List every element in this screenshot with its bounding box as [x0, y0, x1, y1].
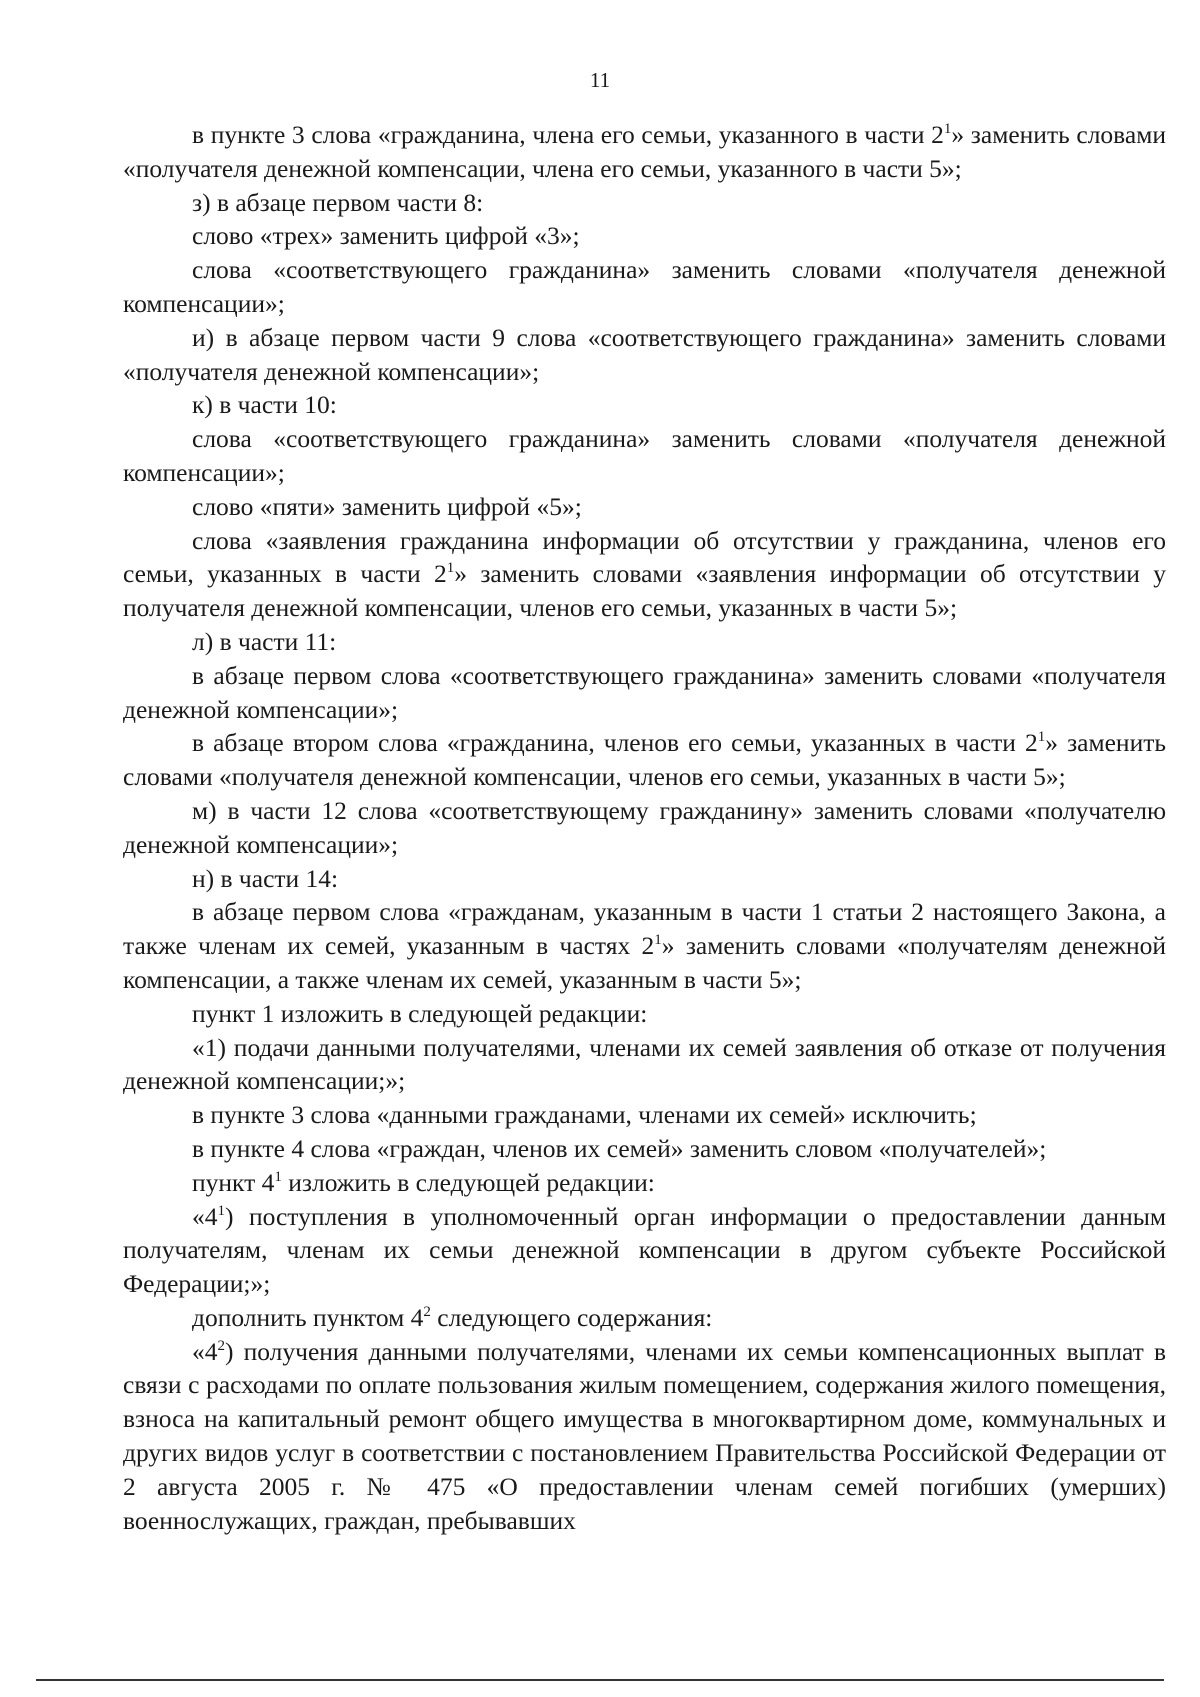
page-number: 11	[589, 68, 611, 92]
text-run: н) в части 14:	[192, 863, 339, 893]
text-run: в абзаце первом слова «гражданам, указанным в части 1 статьи 2 настоящего Закона, а также членам их семей, указанным в частях 2	[123, 897, 1166, 961]
paragraph	[123, 997, 1166, 1031]
text-run: слова «соответствующего гражданина» заменить словами «получателя денежной компенсации»;	[123, 255, 1166, 318]
paragraph	[123, 1132, 1166, 1166]
paragraph	[123, 219, 1166, 253]
text-run: «4	[192, 1201, 218, 1231]
text-run: слова «заявления гражданина информации об отсутствии у гражданина, членов его семьи, указанных в части 2	[123, 525, 1166, 589]
superscript: 2	[423, 1303, 431, 1320]
superscript: 1	[446, 560, 455, 577]
paragraph	[123, 253, 1166, 321]
text-run: слово «пяти» заменить цифрой «5»;	[192, 491, 582, 521]
text-run: в абзаце первом слова «соответствующего гражданина» заменить словами «получателя денежной компенсации»;	[123, 660, 1166, 724]
text-run: к) в части 10:	[192, 390, 337, 420]
text-run: дополнить пунктом 4	[192, 1302, 424, 1332]
bottom-rule	[36, 1679, 1164, 1681]
text-run: м) в части 12 слова «соответствующему гражданину» заменить словами «получателю денежной компенсации»;	[123, 795, 1166, 859]
paragraph	[123, 726, 1166, 794]
text-run: л) в части 11:	[192, 626, 337, 656]
paragraph	[123, 1335, 1166, 1538]
paragraph	[123, 794, 1166, 862]
paragraph	[123, 321, 1166, 389]
text-run: з) в абзаце первом части 8:	[192, 187, 484, 217]
document-body	[123, 118, 1166, 1537]
superscript: 1	[274, 1168, 282, 1185]
superscript: 1	[217, 1202, 225, 1219]
paragraph	[123, 1098, 1166, 1132]
text-run: изложить в следующей редакции:	[281, 1167, 655, 1197]
paragraph	[123, 388, 1166, 422]
text-run: пункт 1 изложить в следующей редакции:	[192, 998, 648, 1028]
text-run: ) поступления в уполномоченный орган информации о предоставлении данным получателям, членам их семьи денежной компенсации в другом субъекте Российской Федерации;»;	[123, 1201, 1166, 1299]
paragraph	[123, 524, 1166, 625]
paragraph	[123, 118, 1166, 186]
text-run: в пункте 3 слова «гражданина, члена его семьи, указанного в части 2	[192, 120, 944, 149]
paragraph	[123, 186, 1166, 220]
text-run: » заменить словами «получателя денежной компенсации, члена его семьи, указанного в части 5»;	[123, 120, 1166, 183]
superscript: 2	[217, 1337, 225, 1354]
text-run: «4	[192, 1336, 218, 1366]
paragraph	[123, 659, 1166, 727]
text-run: слово «трех» заменить цифрой «3»;	[192, 221, 580, 251]
paragraph	[123, 895, 1166, 996]
text-run: » заменить словами «заявления информации об отсутствии у получателя денежной компенсации, членов его семьи, указанных в части 5»;	[123, 559, 1166, 623]
superscript: 1	[943, 121, 952, 137]
text-run: и) в абзаце первом части 9 слова «соответствующего гражданина» заменить словами «получателя денежной компенсации»;	[123, 322, 1166, 386]
superscript: 1	[654, 932, 662, 949]
superscript: 1	[1037, 729, 1046, 746]
text-run: пункт 4	[192, 1167, 275, 1197]
text-run: слова «соответствующего гражданина» заменить словами «получателя денежной компенсации»;	[123, 424, 1166, 487]
text-run: «1) подачи данными получателями, членами их семей заявления об отказе от получения денежной компенсации;»;	[123, 1032, 1166, 1096]
text-run: следующего содержания:	[430, 1302, 713, 1332]
paragraph	[123, 1031, 1166, 1099]
text-run: в абзаце втором слова «гражданина, членов его семьи, указанных в части 2	[192, 728, 1038, 758]
text-run: ) получения данными получателями, членами их семьи компенсационных выплат в связи с расходами по оплате пользования жилым помещением, содержания жилого помещения, взноса на капитальный ремонт общего имущества в многоквартирном доме, коммунальных и других видов услуг в соответствии с постановлением Правительства Российской Федерации от 2 августа 2005 г. № 475 «О предоставлении членам семей погибших (умерших) военнослужащих, граждан, пребывавших	[123, 1336, 1166, 1535]
paragraph	[123, 1166, 1166, 1200]
paragraph	[123, 1301, 1166, 1335]
paragraph	[123, 1200, 1166, 1301]
text-run: в пункте 4 слова «граждан, членов их семей» заменить словом «получателей»;	[192, 1133, 1047, 1163]
text-run: » заменить словами «получателям денежной компенсации, а также членам их семей, указанным в части 5»;	[123, 931, 1166, 994]
text-run: » заменить словами «получателя денежной компенсации, членов его семьи, указанных в части 5»;	[123, 728, 1166, 792]
text-run: в пункте 3 слова «данными гражданами, членами их семей» исключить;	[192, 1100, 977, 1130]
paragraph	[123, 422, 1166, 490]
paragraph	[123, 625, 1166, 659]
paragraph	[123, 862, 1166, 896]
paragraph	[123, 490, 1166, 524]
